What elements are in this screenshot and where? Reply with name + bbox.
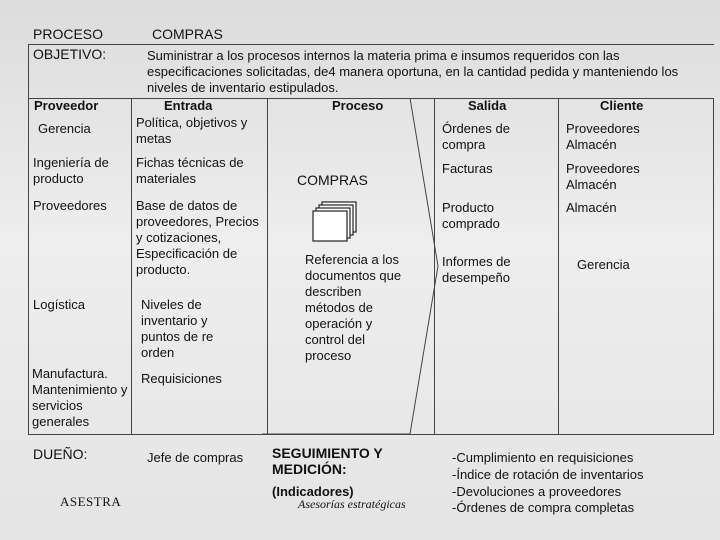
proveedor-logistica: Logística xyxy=(33,297,86,312)
cliente-4: Gerencia xyxy=(577,257,630,272)
objetivo-label: OBJETIVO: xyxy=(33,46,107,62)
right-border xyxy=(713,98,714,434)
entrada-politica: Política, objetivos y metas xyxy=(136,115,248,146)
asestra-logo: ASESTRA xyxy=(60,494,122,509)
cliente-1: Proveedores Almacén xyxy=(566,121,640,152)
entrada-fichas: Fichas técnicas de materiales xyxy=(136,155,244,186)
proceso-label: PROCESO xyxy=(33,26,104,42)
indicador-3: -Devoluciones a proveedores xyxy=(452,484,622,499)
column-header-cliente: Cliente xyxy=(600,98,644,113)
asesorias-logo: Asesorías estratégicas xyxy=(298,497,406,511)
column-divider-1 xyxy=(131,98,132,434)
cliente-3: Almacén xyxy=(566,200,617,215)
documents-stack-icon xyxy=(312,200,360,244)
proceso-value: COMPRAS xyxy=(152,26,223,42)
indicadores-label: (Indicadores) xyxy=(272,484,354,499)
proveedor-proveedores: Proveedores xyxy=(33,198,107,213)
column-divider-4 xyxy=(558,98,559,434)
proceso-referencia: Referencia a los documentos que describen métodos de operación y control del proceso xyxy=(305,252,402,363)
footer-divider xyxy=(28,434,714,435)
salida-facturas: Facturas xyxy=(442,161,493,176)
entrada-requisiciones: Requisiciones xyxy=(141,371,222,386)
entrada-niveles: Niveles de inventario y puntos de re orden xyxy=(141,297,214,360)
proceso-title: COMPRAS xyxy=(297,172,368,188)
objetivo-text: Suministrar a los procesos internos la materia prima e insumos requeridos con las especificaciones solicitadas, de4 manera oportuna, en la cantidad pedida y manteniendo los niveles de inventario estipulados. xyxy=(147,48,679,95)
proveedor-manufactura: Manufactura. Mantenimiento y servicios generales xyxy=(32,366,128,429)
salida-informes: Informes de desempeño xyxy=(442,254,511,285)
column-header-entrada: Entrada xyxy=(164,98,213,113)
dueno-value: Jefe de compras xyxy=(147,450,244,465)
proveedor-ingenieria: Ingeniería de producto xyxy=(33,155,109,186)
indicador-1: -Cumplimiento en requisiciones xyxy=(452,450,634,465)
indicador-2: -Índice de rotación de inventarios xyxy=(452,467,644,482)
column-header-proveedor: Proveedor xyxy=(34,98,99,113)
salida-ordenes: Órdenes de compra xyxy=(442,121,510,152)
header-divider xyxy=(28,44,714,45)
column-header-proceso: Proceso xyxy=(332,98,384,113)
column-header-salida: Salida xyxy=(468,98,507,113)
cliente-2: Proveedores Almacén xyxy=(566,161,640,192)
seguimiento-title: SEGUIMIENTO Y MEDICIÓN: xyxy=(272,445,383,477)
salida-producto: Producto comprado xyxy=(442,200,500,231)
indicador-4: -Órdenes de compra completas xyxy=(452,500,635,515)
proveedor-gerencia: Gerencia xyxy=(38,121,91,136)
entrada-base-datos: Base de datos de proveedores, Precios y cotizaciones, Especificación de producto. xyxy=(136,198,259,277)
dueno-label: DUEÑO: xyxy=(33,446,88,462)
left-border xyxy=(28,44,29,434)
